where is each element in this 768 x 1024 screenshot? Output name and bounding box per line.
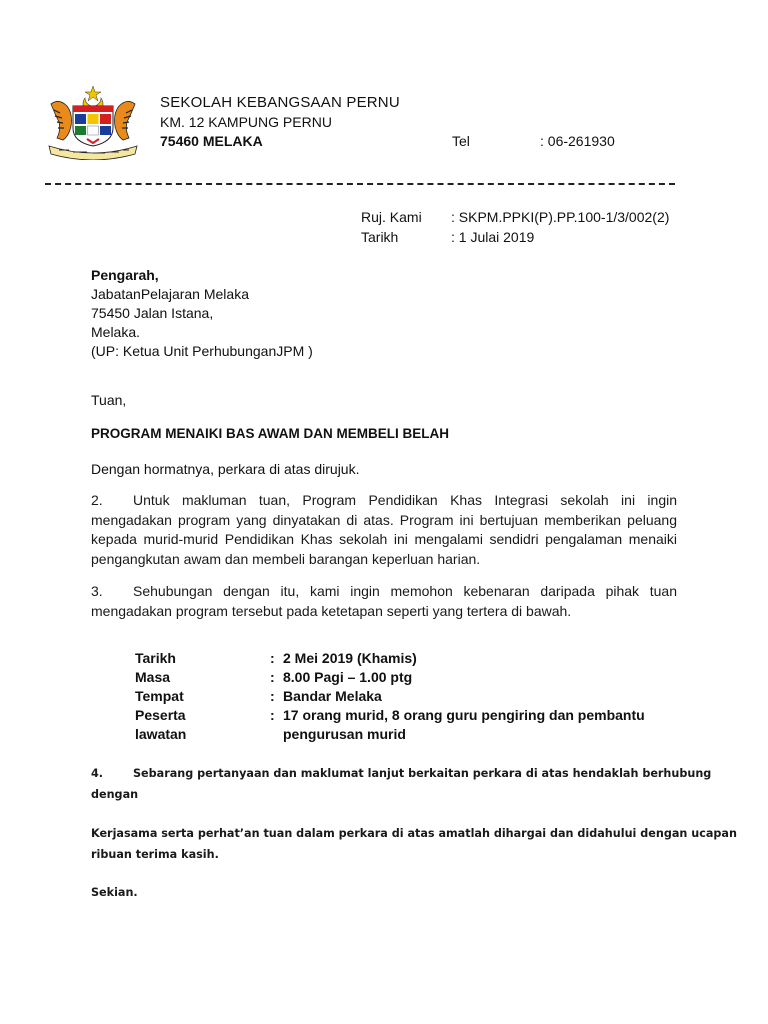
paragraph-number: 2. [91,492,103,508]
paragraph-text: Untuk makluman tuan, Program Pendidikan Khas Integrasi sekolah ini ingin mengadakan program yang dinyatakan di atas. Program ini bertujuan memberikan peluang kepada murid-murid Pendidikan Khas sekolah ini mengalami sendidri pengalaman menaiki pengangkutan awam dan membeli barangan keperluan harian. [91,492,677,567]
letter-subject: PROGRAM MENAIKI BAS AWAM DAN MEMBELI BELAH [91,426,449,441]
closing-line: Kerjasama serta perhat’an tuan dalam perkara di atas amatlah dihargai dan didahului dengan ucapan [91,827,737,840]
letterhead-divider [45,183,675,185]
signoff: Sekian. [91,886,138,899]
detail-colon: : [270,707,275,723]
opening-line: Dengan hormatnya, perkara di atas dirujuk. [91,461,360,477]
salutation: Tuan, [91,392,127,408]
paragraph-number: 4. [91,767,104,780]
paragraph-2 [91,491,677,569]
detail-value-continued: pengurusan murid [283,726,406,742]
paragraph-text: Sehubungan dengan itu, kami ingin memohon kebenaran daripada pihak tuan mengadakan program tersebut pada ketetapan seperti yang tertera di bawah. [91,583,677,619]
recipient-title: Pengarah, [91,267,159,283]
paragraph-number: 3. [91,583,103,599]
recipient-line: 75450 Jalan Istana, [91,305,214,321]
ruj-label: Ruj. Kami [361,209,422,225]
school-name: SEKOLAH KEBANGSAAN PERNU [160,94,400,111]
detail-label: Tarikh [135,650,176,666]
detail-value: 17 orang murid, 8 orang guru pengiring dan pembantu [283,707,645,723]
ruj-value: : SKPM.PPKI(P).PP.100-1/3/002(2) [451,209,670,225]
detail-label: Masa [135,669,171,685]
date-label: Tarikh [361,229,399,245]
paragraph-text: Sebarang pertanyaan dan maklumat lanjut berkaitan perkara di atas hendaklah berhubung [133,767,712,780]
tel-value: : 06-261930 [540,133,615,149]
detail-label: Tempat [135,688,184,704]
detail-colon: : [270,669,275,685]
date-value: : 1 Julai 2019 [451,229,535,245]
detail-label: Peserta lawatan [135,707,187,742]
recipient-attention: (UP: Ketua Unit PerhubunganJPM ) [91,343,313,359]
school-postcode-city: 75460 MELAKA [160,133,263,149]
paragraph-4 [91,763,712,805]
paragraph-text-continued: dengan [91,788,139,801]
recipient-line: Melaka. [91,324,141,340]
closing-line: ribuan terima kasih. [91,848,219,861]
coat-of-arms-icon [45,84,141,160]
tel-label: Tel [452,133,470,149]
paragraph-3 [91,582,677,621]
detail-value: 8.00 Pagi – 1.00 ptg [283,669,413,685]
detail-value: Bandar Melaka [283,688,382,704]
detail-value: 2 Mei 2019 (Khamis) [283,650,417,666]
recipient-line: JabatanPelajaran Melaka [91,286,249,302]
detail-colon: : [270,650,275,666]
school-address-line: KM. 12 KAMPUNG PERNU [160,114,332,130]
detail-colon: : [270,688,275,704]
closing-paragraph [91,823,737,865]
